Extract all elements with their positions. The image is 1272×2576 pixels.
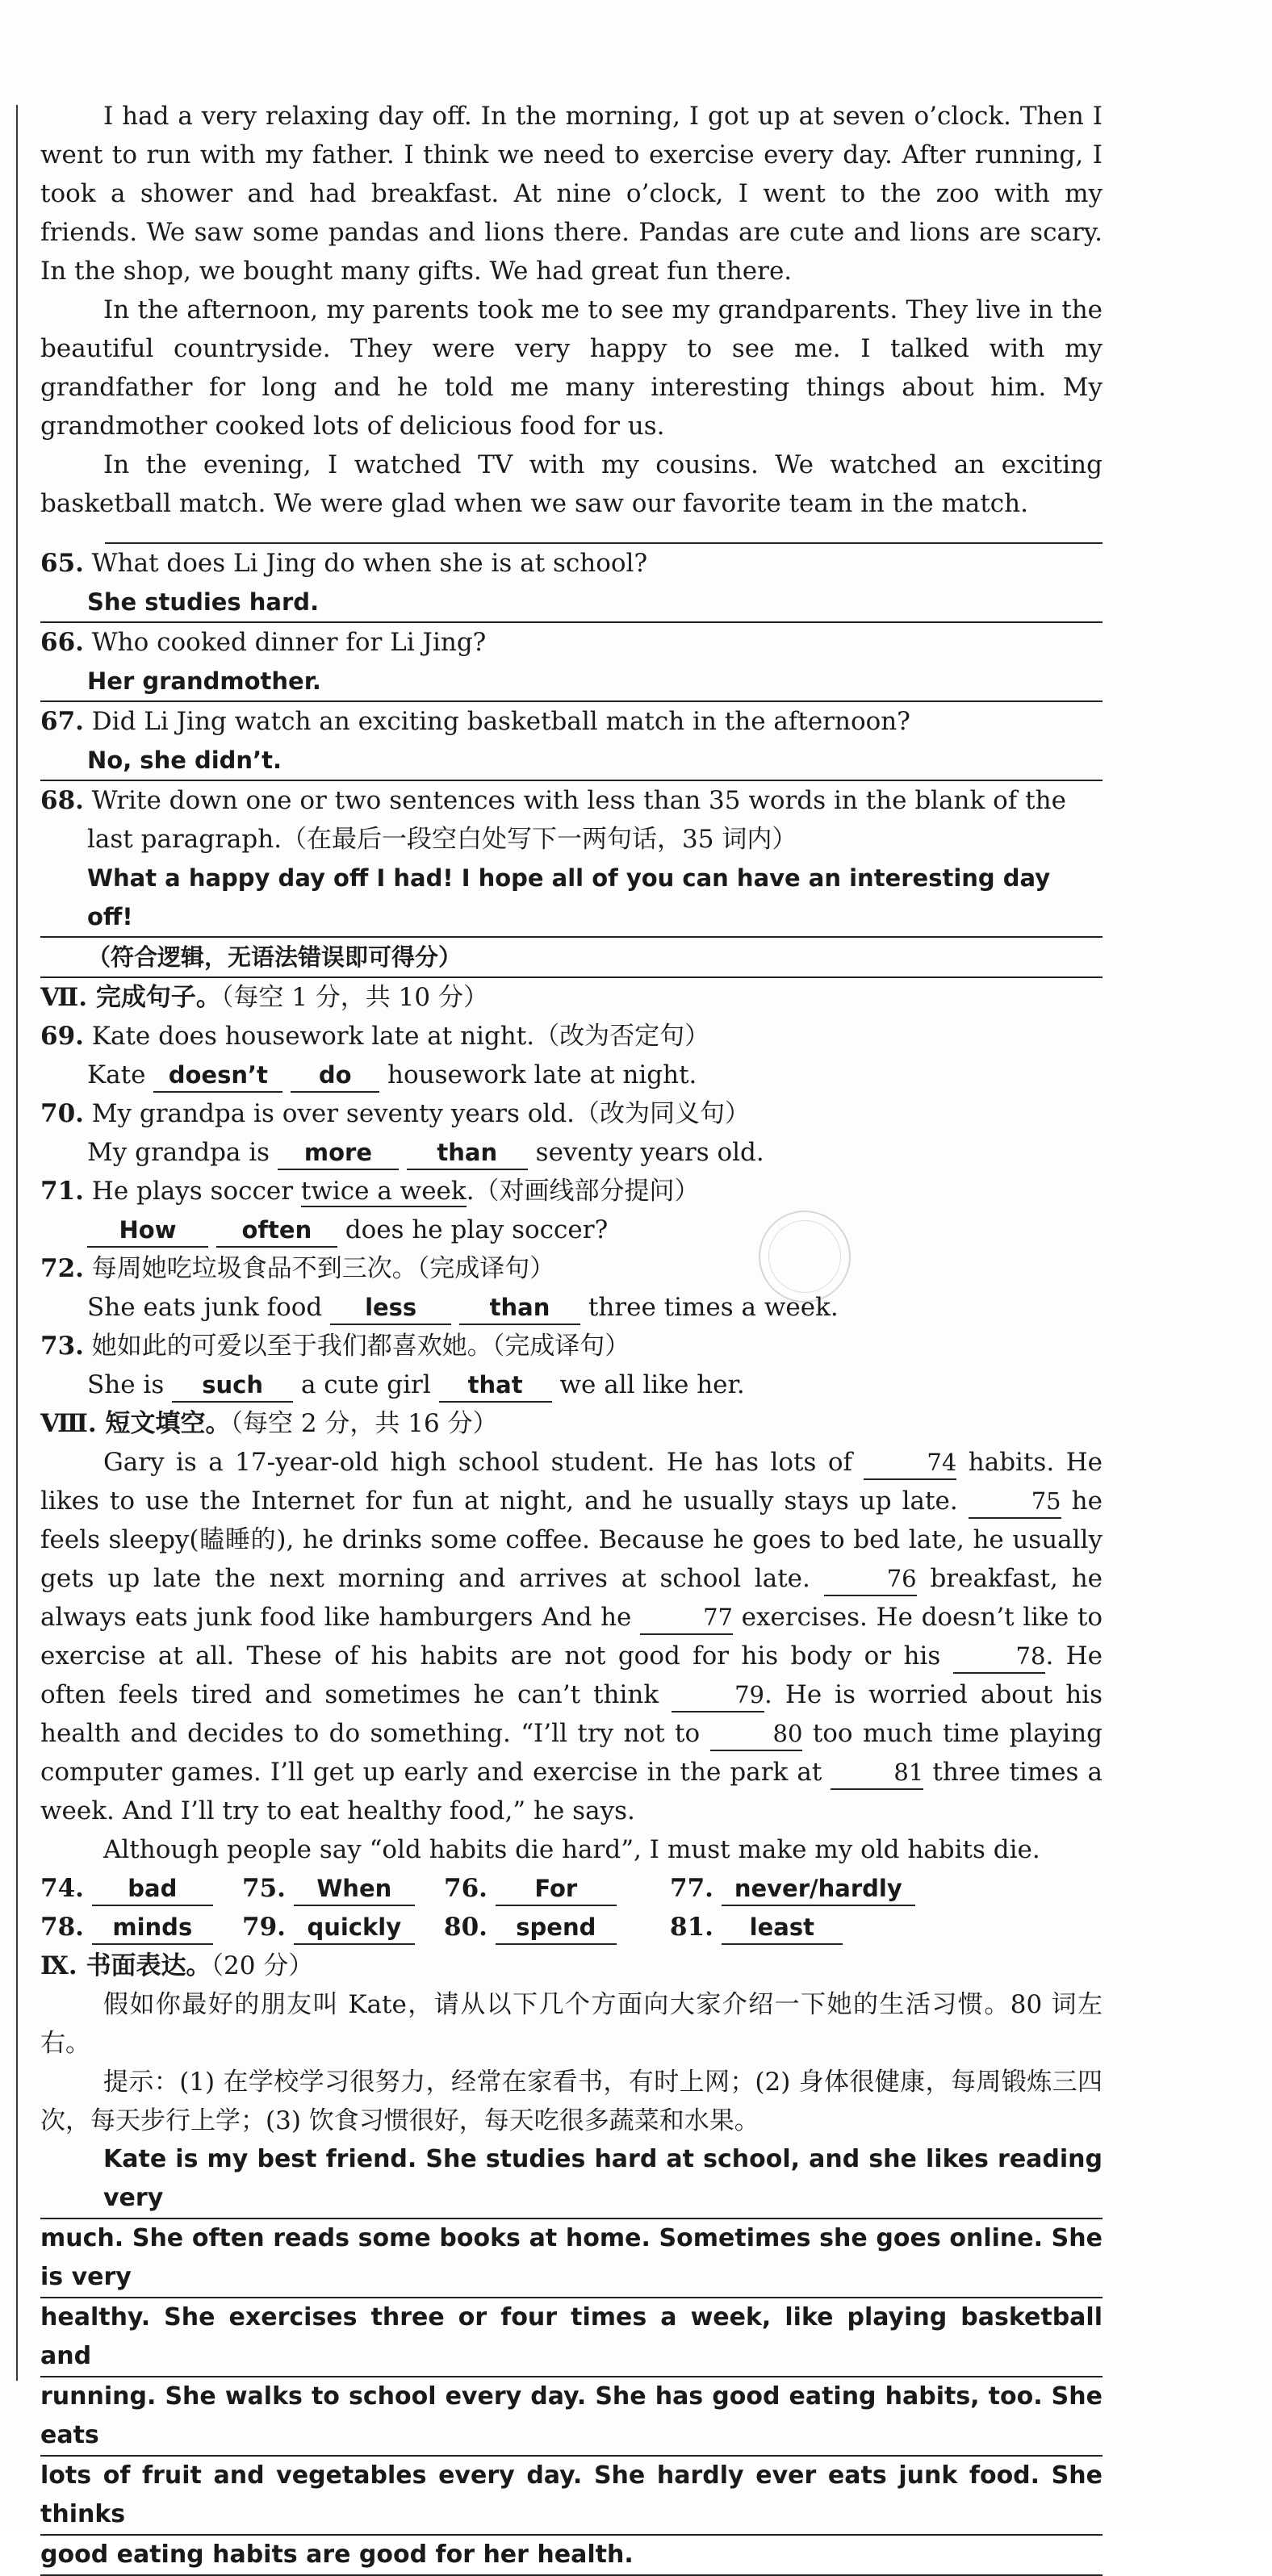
cloze-blank-76: 76 — [824, 1562, 917, 1596]
passage-paragraph-1: I had a very relaxing day off. In the morning, I got up at seven o’clock. Then I went to run with my father. I think we need to exercise every day. After running, I took a shower and had breakfast. At nine o’clock, I went to the zoo with my friends. We saw some pandas and lions there. Pandas are cute and lions are scary. In the shop, we bought many gifts. We had great fun there. — [40, 102, 1103, 286]
essay-line-3: healthy. She exercises three or four times a week, like playing basketball and — [40, 2298, 1103, 2377]
content-area — [40, 97, 1103, 2576]
question-67: 67. Did Li Jing watch an exciting basketball match in the afternoon? — [40, 707, 910, 736]
question-65: 65. What does Li Jing do when she is at school? — [40, 549, 648, 578]
writing-hint: 提示：(1) 在学校学习很努力，经常在家看书，有时上网；(2) 身体很健康，每周锻炼三四次，每天步行上学；(3) 饮食习惯很好，每天吃很多蔬菜和水果。 — [40, 2068, 1103, 2135]
binding-margin-line — [16, 105, 18, 2381]
answer-66: Her grandmother. — [40, 662, 1103, 702]
cloze-answer-78: 78. minds — [40, 1908, 242, 1947]
question-72: 72. 每周她吃垃圾食品不到三次。（完成译句） — [40, 1254, 555, 1283]
answer-67: No, she didn’t. — [40, 741, 1103, 781]
cloze-answer-75: 75. When — [242, 1869, 444, 1908]
cloze-answer-79: 79. quickly — [242, 1908, 444, 1947]
cloze-answer-80: 80. spend — [444, 1908, 670, 1947]
cloze-answer-74: 74. bad — [40, 1869, 242, 1908]
essay-line-5: lots of fruit and vegetables every day. She hardly ever eats junk food. She thinks — [40, 2457, 1103, 2536]
cloze-passage: Gary is a 17-year-old high school student. He has lots of 74 habits. He likes to use the Internet for fun at night, and he usually stays up late. 75 he feels sleepy(瞌睡的), he drinks some coffee. Because he goes to bed late, he usually gets up late the next morning and arrives at school late. 76 breakfast, he always eats junk food like hamburgers And he 77 exercises. He doesn’t like to exercise at all. These of his habits are not good for his body or his 78. He often feels tired and sometimes he can’t think 79. He is worried about his health and decides to do something. “I’ll try not to 80 too much time playing computer games. I’ll get up early and exercise in the park at 81 three times a week. And I’ll try to eat healthy food,” he says. — [40, 1448, 1103, 1825]
question-66: 66. Who cooked dinner for Li Jing? — [40, 628, 487, 657]
essay-line-2: much. She often reads some books at home. Sometimes she goes online. She is very — [40, 2219, 1103, 2298]
essay-line-6: good eating habits are good for her health. — [40, 2536, 1103, 2576]
answer-73: She is such a cute girl that we all like her. — [40, 1365, 1103, 1404]
question-68: 68. Write down one or two sentences with less than 35 words in the blank of the last paragraph.（在最后一段空白处写下一两句话，35 词内） — [40, 786, 1066, 854]
cloze-blank-75: 75 — [969, 1485, 1061, 1519]
answer-72: She eats junk food less than three times a week. — [40, 1288, 1103, 1327]
answer-69: Kate doesn’t do housework late at night. — [40, 1056, 1103, 1094]
cloze-answer-77: 77. never/hardly — [670, 1869, 928, 1908]
cloze-blank-79: 79 — [672, 1679, 764, 1712]
cloze-blank-77: 77 — [640, 1601, 733, 1635]
cloze-answer-81: 81. least — [670, 1908, 928, 1947]
answer-68: What a happy day off I had! I hope all of you can have an interesting day off! — [40, 859, 1103, 938]
cloze-blank-80: 80 — [710, 1717, 803, 1751]
answer-68-note: （符合逻辑，无语法错误即可得分） — [40, 938, 1103, 978]
cloze-answer-grid — [40, 1869, 1103, 1947]
question-71: 71. He plays soccer twice a week.（对画线部分提问） — [40, 1177, 700, 1206]
cloze-blank-78: 78 — [953, 1640, 1046, 1674]
cloze-blank-74: 74 — [864, 1446, 956, 1480]
section-9-heading: Ⅸ. 书面表达。（20 分） — [40, 1951, 314, 1980]
cloze-blank-81: 81 — [831, 1756, 923, 1790]
question-73: 73. 她如此的可爱以至于我们都喜欢她。（完成译句） — [40, 1332, 630, 1361]
writing-prompt: 假如你最好的朋友叫 Kate，请从以下几个方面向大家介绍一下她的生活习惯。80 词左右。 — [40, 1990, 1103, 2058]
essay-line-4: running. She walks to school every day. She has good eating habits, too. She eats — [40, 2377, 1103, 2457]
section-7-heading: Ⅶ. 完成句子。（每空 1 分，共 10 分） — [40, 983, 488, 1012]
passage-answer-blank — [105, 523, 1103, 544]
passage-paragraph-3: In the evening, I watched TV with my cousins. We watched an exciting basketball match. We were glad when we saw our favorite team in the match. — [40, 450, 1103, 518]
passage-paragraph-2: In the afternoon, my parents took me to see my grandparents. They live in the beautiful countryside. They were very happy to see me. I talked with my grandfather for long and he told me many interesting things about him. My grandmother cooked lots of delicious food for us. — [40, 295, 1103, 441]
model-essay — [40, 2140, 1103, 2576]
cloze-answer-76: 76. For — [444, 1869, 670, 1908]
essay-line-1: Kate is my best friend. She studies hard at school, and she likes reading very — [40, 2140, 1103, 2219]
question-70: 70. My grandpa is over seventy years old.（改为同义句） — [40, 1099, 751, 1128]
answer-65: She studies hard. — [40, 583, 1103, 623]
question-69: 69. Kate does housework late at night.（改为否定句） — [40, 1022, 710, 1051]
cloze-last-line: Although people say “old habits die hard”, I must make my old habits die. — [103, 1835, 1040, 1864]
answer-70: My grandpa is more than seventy years old. — [40, 1133, 1103, 1172]
answer-71: How often does he play soccer? — [40, 1211, 1103, 1249]
section-8-heading: Ⅷ. 短文填空。（每空 2 分，共 16 分） — [40, 1409, 498, 1438]
